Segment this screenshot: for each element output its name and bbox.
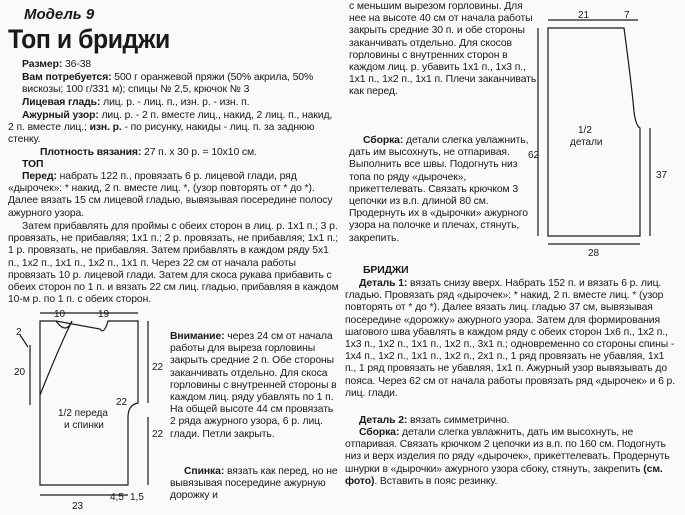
top-back-cont: с меньшим вырезом горловины. Для нее на высоте 40 см от начала работы закрыть средние 30 п. и обе стороны заканчивать отдельно. Для скосов горловины с внутренних сторон в каждом лиц. р. убавить 1x1 п., 1x3 п., 1x1 п., 1x2 п., 1x1 п. Плечи заканчивать как перед. bbox=[349, 1, 537, 98]
dim-22-top: 22 bbox=[152, 362, 164, 373]
figure-label-a: 1/2 bbox=[578, 125, 592, 136]
size-line: Размер: 36-38 bbox=[22, 59, 92, 70]
dim-22-mid: 22 bbox=[116, 397, 128, 408]
figure-label-1: 1/2 переда bbox=[58, 408, 108, 419]
figure-label-2: и спинки bbox=[64, 420, 104, 431]
dim-1-5: 1,5 bbox=[130, 492, 144, 503]
top-back-text: Спинка: вязать как перед, но не вывязывая посередине ажурную дорожку и bbox=[170, 466, 338, 502]
dim-4-5: 4,5 bbox=[110, 492, 124, 503]
dim-28: 28 bbox=[588, 248, 600, 259]
breeches-pattern-diagram bbox=[528, 8, 683, 263]
breeches-detail1: Деталь 1: вязать снизу вверх. Набрать 152 п. и вязать 6 р. лиц. гладью. Провязать ряд «дырочек»: * накид, 2 п. вместе лиц. * (узор повторять от * до *). Далее вязать лиц. гладью 37 см, вывязывая посередине «дорожку» ажурного узора. Затем для формирования шагового шва убавлять в каждом ряду с обеих сторон 1x6 п., 1x2 п., 1x3 п., 1x2 п., 1x1 п., 1x2 п., 3x1 п.; одновременно со стороны спины - 1x4 п., 1x2 п., 1x1 п., 1x2 п., 2x1 п., 1 ряд провязать не убавляя, 1x1 п., 1 ряд провязать не убавляя, 1x1 п. Ажурный узор вывязывать до пояса. Через 62 см от начала работы провязать ряд «дырочек» и 6 р. лиц. глади. bbox=[345, 278, 676, 399]
breeches-assembly: Сборка: детали слегка увлажнить, дать им высохнуть, не отпаривая. Связать крючком 2 цепочки из в.п. по 160 см. Подогнуть низ и верх изделия по ряду «дырочек», прикеттелевать. Продернуть шнурки в «дырочки» ажурного узора сбоку, стянуть, закрепить (см. фото). Вставить в пояс резинку. bbox=[345, 427, 670, 487]
stockinette-line: Лицевая гладь: лиц. р. - лиц. п., изн. р. - изн. п. bbox=[22, 97, 250, 108]
dim-62: 62 bbox=[528, 150, 540, 161]
dim-23: 23 bbox=[72, 501, 84, 512]
dim-20: 20 bbox=[14, 367, 26, 378]
top-front-text: Перед: набрать 122 п., провязать 6 р. лицевой глади, ряд «дырочек»: * накид, 2 п. вместе лиц. *, (узор повторять от * до *). Далее вязать 15 см лицевой гладью, вывязывая посередине полосу ажурного узора. bbox=[8, 171, 333, 219]
dim-7: 7 bbox=[624, 10, 630, 21]
top-assembly-text: Сборка: детали слегка увлажнить, дать им высохнуть, не отпаривая. Выполнить все швы. Подогнуть низ топа по ряду «дырочек», прикеттелевать. Связать крючком 3 цепочки из в.п. длиной 80 см. Продернуть их в «дырочки» ажурного узора на полочке и плечах, стянуть, закрепить. bbox=[349, 135, 529, 244]
top-pattern-diagram bbox=[0, 305, 170, 515]
breeches-detail2: Деталь 2: вязать симметрично. bbox=[359, 415, 510, 426]
breeches-outline bbox=[548, 28, 640, 236]
dim-10: 10 bbox=[54, 309, 66, 320]
dim-2: 2 bbox=[16, 327, 22, 338]
dim-19: 19 bbox=[98, 309, 110, 320]
top-para3: Внимание: через 24 см от начала работы для выреза горловины закрыть средние 2 п. Обе стороны заканчивать отдельно. Для скоса горловины с внутренней стороны в каждом лиц. ряду убавлять по 1 п. На общей высоте 44 см провязать 2 ряда ажурного узора, 6 р. лиц. глади. Петли закрыть. bbox=[170, 331, 337, 440]
model-number: Модель 9 bbox=[24, 6, 95, 23]
figure-label-b: детали bbox=[570, 137, 603, 148]
materials-line: Вам потребуется: 500 г оранжевой пряжи (50% акрила, 50% вискозы; 100 г/331 м); спицы № 2,5, крючок № 3 bbox=[22, 72, 314, 96]
density-line: Плотность вязания: 27 п. x 30 р. = 10x10 см. bbox=[40, 147, 257, 158]
lace-line: Ажурный узор: лиц. р. - 2 п. вместе лиц., накид, 2 лиц. п., накид, 2 п. вместе лиц.; изн. р. - по рисунку, накиды - лиц. п. за заднюю стенку. bbox=[8, 110, 333, 146]
top-heading: ТОП bbox=[22, 159, 44, 170]
top-para2: Затем прибавлять для проймы с обеих сторон в лиц. р. 1x1 п.; 3 р. провязать, не прибавляя; 1x1 п.; 2 р. провязать, не прибавляя; 1x1 п.; 1 р. провязать, не прибавляя. Затем прибавлять в каждом ряду 5x1 п., 1x2 п., 1x1 п., 1x2 п., 1x1 п. Через 22 см от начала работы провязать 10 р. лицевой глади. Затем для скоса рукава прибавить с обеих сторон по 1 п. и вязать 22 см лиц. гладью, прибавляя в каждом 10-м р. по 1 п. с обеих сторон. bbox=[8, 221, 339, 306]
dim-37: 37 bbox=[656, 170, 668, 181]
page-title: Топ и бриджи bbox=[8, 24, 170, 54]
dim-21: 21 bbox=[578, 10, 590, 21]
dim-22-bot: 22 bbox=[152, 429, 164, 440]
breeches-heading: БРИДЖИ bbox=[363, 265, 409, 276]
